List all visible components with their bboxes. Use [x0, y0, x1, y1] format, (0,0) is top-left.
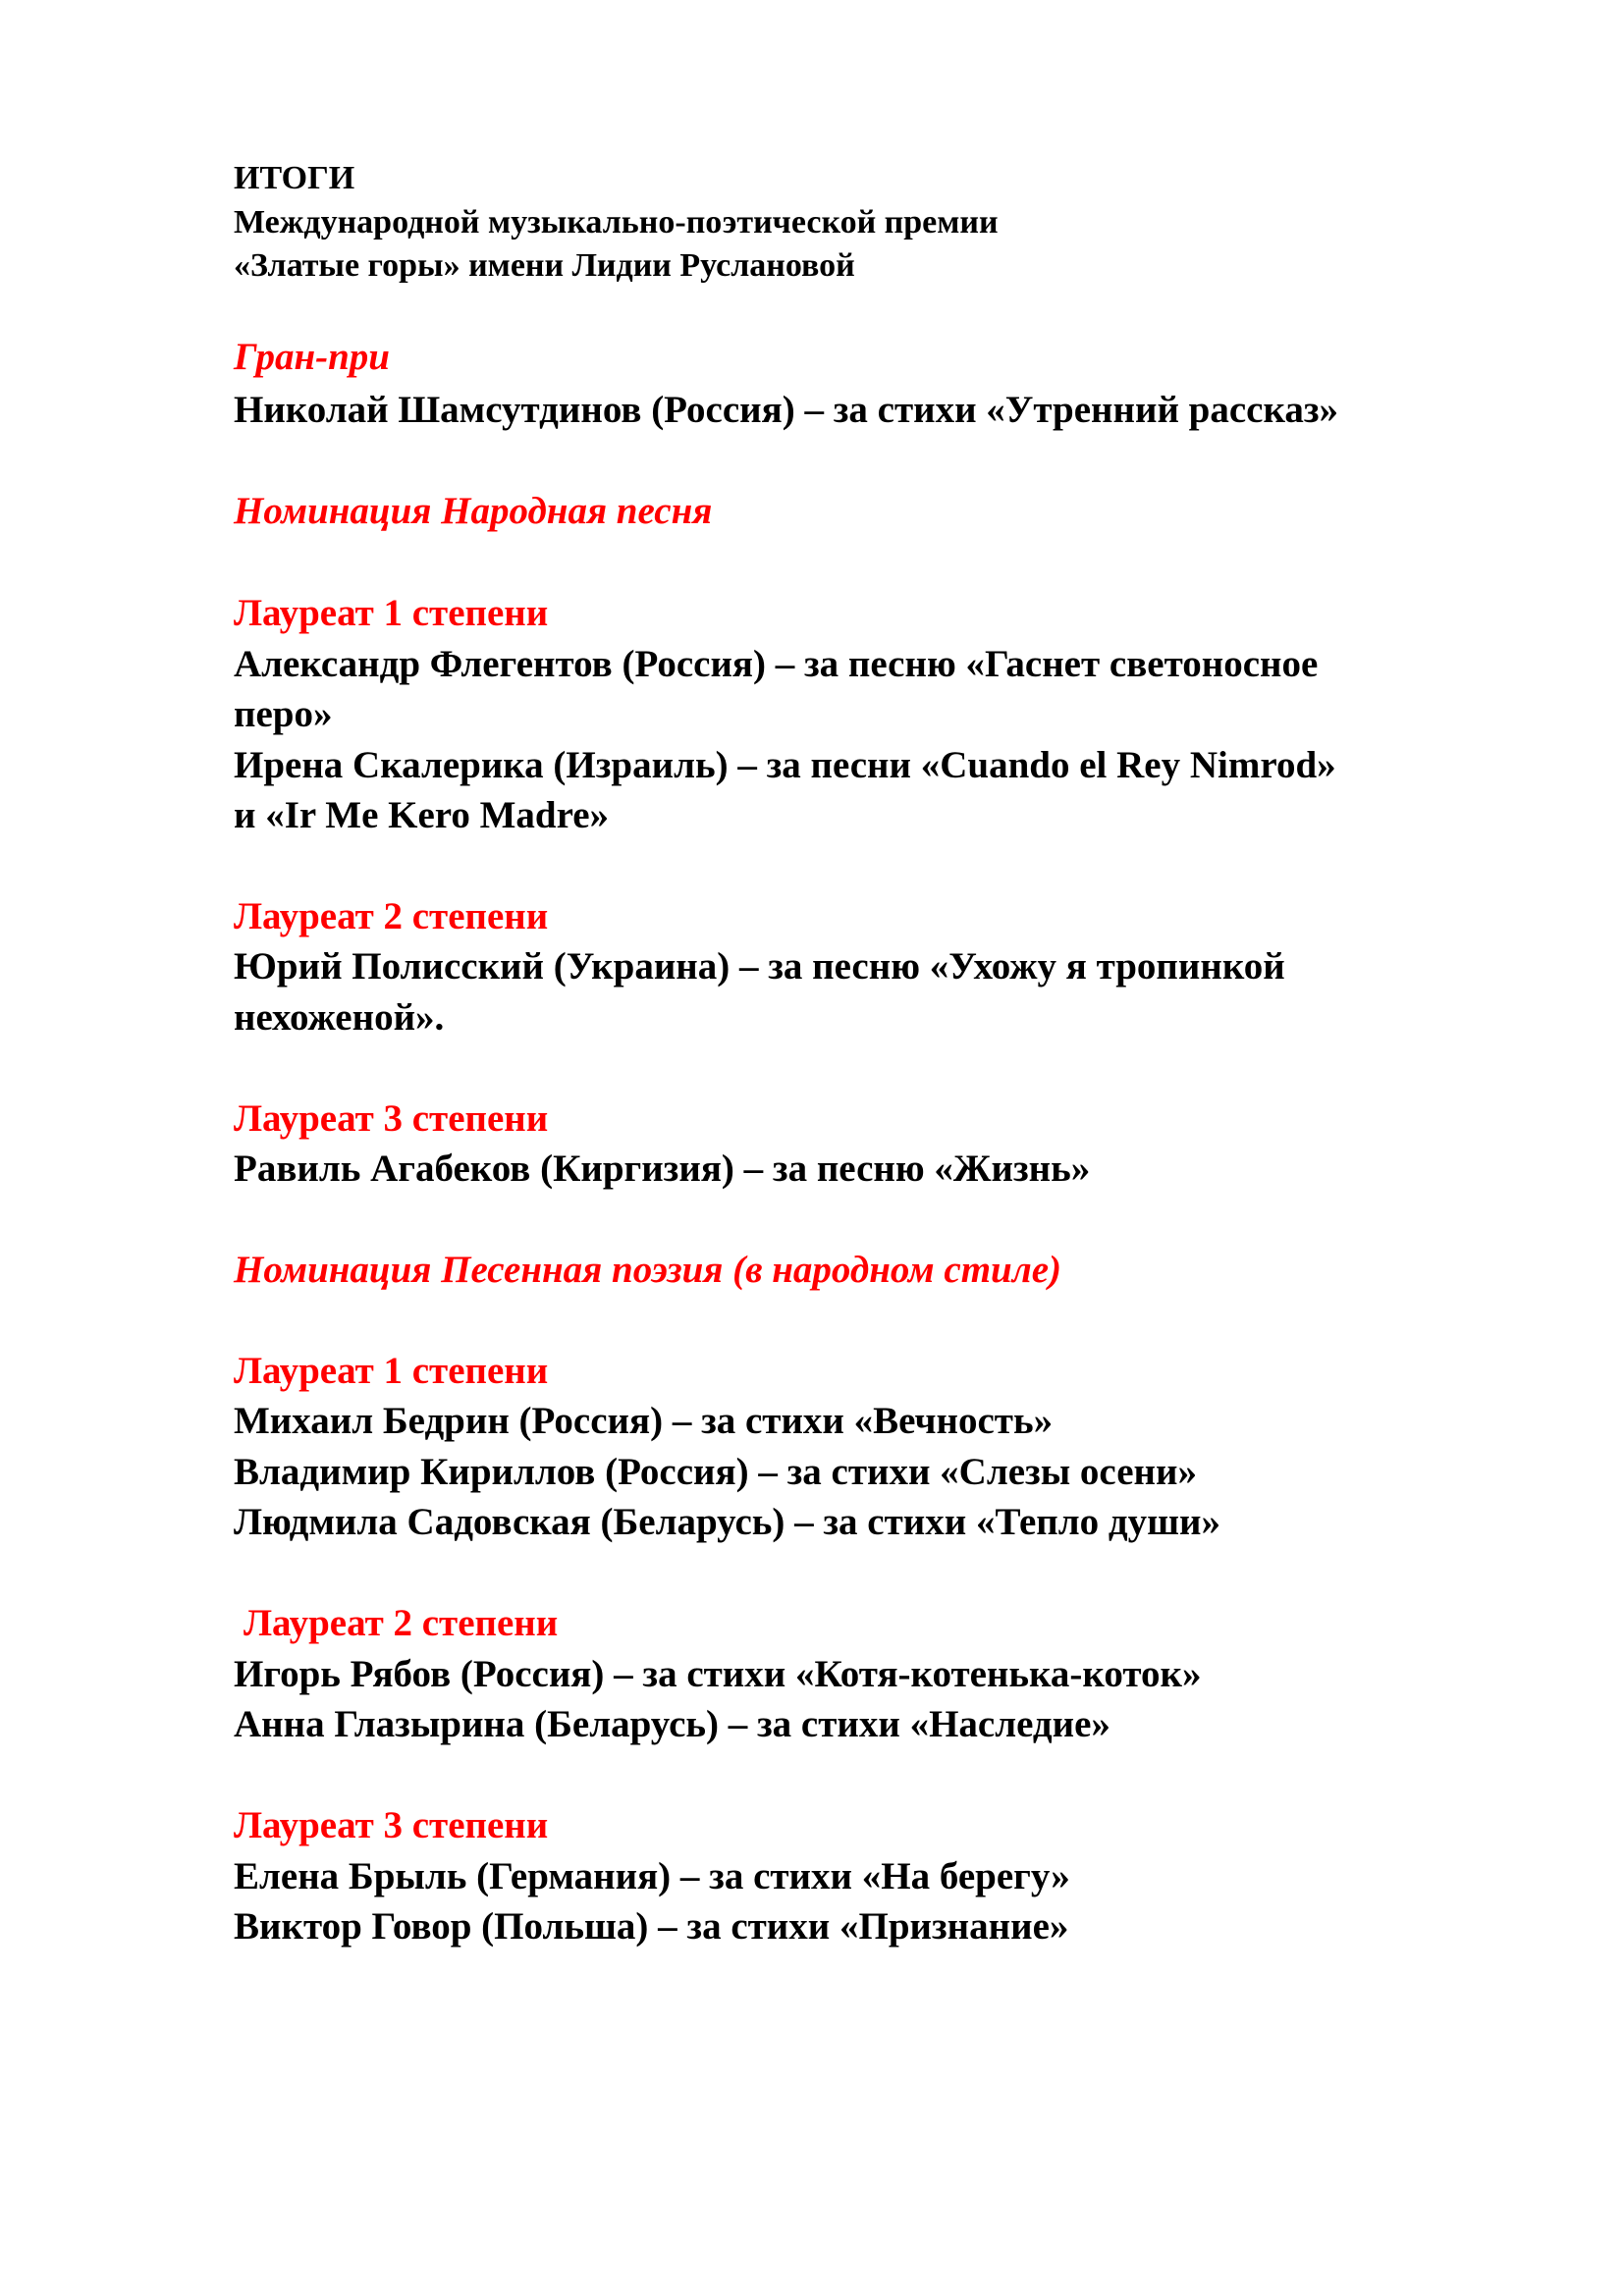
folk-song-degree-3-heading: Лауреат 3 степени: [234, 1097, 549, 1140]
folk-song-degree-3-line: Равиль Агабеков (Киргизия) – за песню «Жизнь»: [234, 1148, 1091, 1190]
grand-prix-winner: Николай Шамсутдинов (Россия) – за стихи «Утренний рассказ»: [234, 389, 1339, 431]
folk-song-degree-1-line: Александр Флегентов (Россия) – за песню «Гаснет светоносное: [234, 643, 1319, 685]
song-poetry-degree-1-line: Владимир Кириллов (Россия) – за стихи «Слезы осени»: [234, 1451, 1197, 1493]
song-poetry-degree-2-line: Игорь Рябов (Россия) – за стихи «Котя-котенька-коток»: [234, 1653, 1202, 1695]
song-poetry-degree-2-line: Анна Глазырина (Беларусь) – за стихи «Наследие»: [234, 1703, 1110, 1745]
song-poetry-degree-1-heading: Лауреат 1 степени: [234, 1350, 549, 1392]
folk-song-degree-1-heading: Лауреат 1 степени: [234, 592, 549, 634]
nomination-folk-song-heading: Номинация Народная песня: [234, 490, 713, 532]
folk-song-degree-2-line: нехоженой».: [234, 996, 445, 1039]
song-poetry-degree-1-line: Михаил Бедрин (Россия) – за стихи «Вечность»: [234, 1400, 1054, 1442]
grand-prix-heading: Гран-при: [234, 336, 390, 378]
folk-song-degree-1-line: перо»: [234, 693, 333, 735]
folk-song-degree-1-line: и «Ir Me Kero Madre»: [234, 794, 610, 836]
document-title: ИТОГИ: [234, 160, 355, 196]
folk-song-degree-2-heading: Лауреат 2 степени: [234, 895, 549, 937]
song-poetry-degree-1-line: Людмила Садовская (Беларусь) – за стихи «Тепло души»: [234, 1501, 1221, 1543]
folk-song-degree-1-line: Ирена Скалерика (Израиль) – за песни «Cuando el Rey Nimrod»: [234, 744, 1336, 786]
folk-song-degree-2-line: Юрий Полисский (Украина) – за песню «Ухожу я тропинкой: [234, 945, 1285, 988]
song-poetry-degree-3-heading: Лауреат 3 степени: [234, 1804, 549, 1846]
song-poetry-degree-3-line: Елена Брыль (Германия) – за стихи «На берегу»: [234, 1855, 1070, 1897]
song-poetry-degree-3-line: Виктор Говор (Польша) – за стихи «Признание»: [234, 1905, 1069, 1948]
nomination-song-poetry-heading: Номинация Песенная поэзия (в народном стиле): [234, 1249, 1062, 1291]
song-poetry-degree-2-heading: Лауреат 2 степени: [244, 1602, 559, 1644]
document-subtitle-line-2: «Златые горы» имени Лидии Руслановой: [234, 247, 855, 284]
document-subtitle-line-1: Международной музыкально-поэтической премии: [234, 204, 999, 240]
